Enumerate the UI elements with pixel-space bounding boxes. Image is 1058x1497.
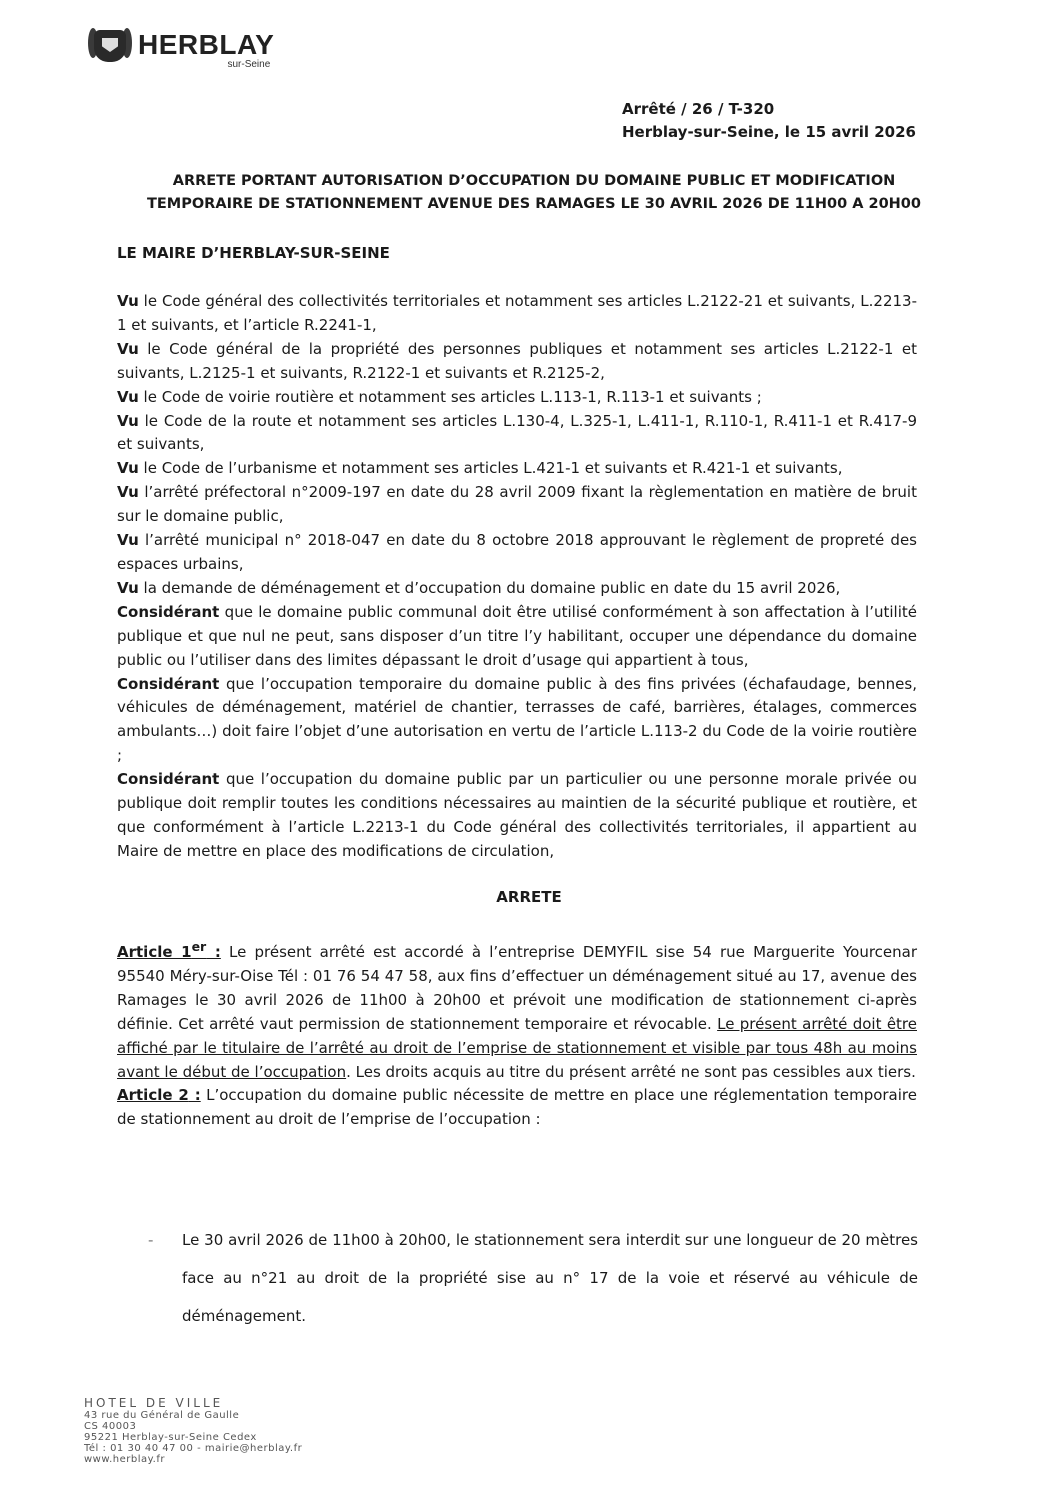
footer-line: 43 rue du Général de Gaulle xyxy=(84,1410,240,1421)
reference-number: Arrêté / 26 / T-320 xyxy=(622,100,775,118)
logo-name: HERBLAY xyxy=(138,29,275,60)
recital: Vu l’arrêté préfectoral n°2009-197 en date du 28 avril 2009 fixant la règlementation en matière de bruit sur le domaine public, xyxy=(117,483,917,526)
title-line-2: TEMPORAIRE DE STATIONNEMENT AVENUE DES RAMAGES LE 30 AVRIL 2026 DE 11H00 A 20H00 xyxy=(147,196,921,212)
parking-restriction: Le 30 avril 2026 de 11h00 à 20h00, le stationnement sera interdit sur une longueur de 20 mètres face au n°21 au droit de la propriété sise au n° 17 de la voie et réservé au véhicule de déménagement. xyxy=(182,1231,918,1325)
article-2-label: Article 2 : xyxy=(117,1086,201,1105)
recital: Vu le Code de voirie routière et notamment ses articles L.113-1, R.113-1 et suivants ; xyxy=(117,387,762,406)
posting-requirement: Le présent arrêté doit être affiché par le titulaire de l’arrêté au droit de l’emprise de stationnement et visible par tous 48h au moins avant le début de l’occupation xyxy=(117,1014,917,1081)
coat-of-arms-icon xyxy=(88,26,132,64)
recital: Vu la demande de déménagement et d’occupation du domaine public en date du 15 avril 2026, xyxy=(117,578,841,597)
recital: Vu le Code de la route et notamment ses articles L.130-4, L.325-1, L.411-1, R.110-1, R.411-1 et R.417-9 et suivants, xyxy=(117,411,917,454)
recital: Considérant que le domaine public communal doit être utilisé conformément à son affectation à l’utilité publique et que nul ne peut, sans disposer d’un titre l’y habilitant, occuper une dépendance du domaine public ou l’utiliser dans des limites dépassant le droit d’usage qui appartient à tous, xyxy=(117,602,917,669)
article-2: Article 2 : L’occupation du domaine public nécessite de mettre en place une réglementation temporaire de stationnement au droit de l’emprise de l’occupation : xyxy=(117,1086,917,1129)
list-item xyxy=(148,1221,918,1335)
articles xyxy=(117,935,917,1132)
place-date: Herblay-sur-Seine, le 15 avril 2026 xyxy=(622,123,916,141)
footer-line: CS 40003 xyxy=(84,1421,137,1432)
document-title xyxy=(100,170,968,216)
article-1: Article 1er : Le présent arrêté est accordé à l’entreprise DEMYFIL sise 54 rue Marguerite Yourcenar 95540 Méry-sur-Oise Tél : 01 76 54 47 58, aux fins d’effectuer un déménagement situé au 17, avenue des Ramages le 30 avril 2026 de 11h00 à 20h00 et prévoit une modification de stationnement ci-après définie. Cet arrêté vaut permission de stationnement temporaire et révocable. Le présent arrêté doit être affiché par le titulaire de l’arrêté au droit de l’emprise de stationnement et visible par tous 48h au moins avant le début de l’occupation. Les droits acquis au titre du présent arrêté ne sont pas cessibles aux tiers. xyxy=(117,939,917,1081)
footer-line: 95221 Herblay-sur-Seine Cedex xyxy=(84,1432,257,1443)
reference-block xyxy=(622,98,916,144)
footer-website: www.herblay.fr xyxy=(84,1454,165,1465)
recital: Vu le Code général de la propriété des personnes publiques et notamment ses articles L.2122-1 et suivants, L.2125-1 et suivants, R.2122-1 et suivants et R.2125-2, xyxy=(117,339,917,382)
recital: Considérant que l’occupation du domaine public par un particulier ou une personne morale privée ou publique doit remplir toutes les conditions nécessaires au maintien de la sécurité publique et routière, et que conformément à l’article L.2213-1 du Code général des collectivités territoriales, il appartient au Maire de mettre en place des modifications de circulation, xyxy=(117,770,917,860)
footer-line: Tél : 01 30 40 47 00 - mairie@herblay.fr xyxy=(84,1443,303,1454)
city-logo xyxy=(88,26,275,70)
recital: Vu l’arrêté municipal n° 2018-047 en date du 8 octobre 2018 approuvant le règlement de propreté des espaces urbains, xyxy=(117,531,917,573)
recital: Considérant que l’occupation temporaire du domaine public à des fins privées (échafaudage, bennes, véhicules de déménagement, matériel de chantier, terrasses de café, barrières, étalages, commerces ambulants…) doit faire l’objet d’une autorisation en vertu de l’article L.113-2 du Code de la voirie routière ; xyxy=(117,674,917,765)
article-1-label: Article 1er : xyxy=(117,939,221,961)
logo-subtitle: sur-Seine xyxy=(227,59,271,70)
recital: Vu le Code de l’urbanisme et notamment ses articles L.421-1 et suivants et R.421-1 et suivants, xyxy=(117,459,843,478)
bullet-dash: - xyxy=(148,1231,154,1249)
title-line-1: ARRETE PORTANT AUTORISATION D’OCCUPATION DU DOMAINE PUBLIC ET MODIFICATION xyxy=(172,173,896,189)
authority-heading: LE MAIRE D’HERBLAY-SUR-SEINE xyxy=(117,244,390,262)
decree-heading: ARRETE xyxy=(496,888,562,906)
recitals xyxy=(117,290,917,864)
recital: Vu le Code général des collectivités territoriales et notamment ses articles L.2122-21 et suivants, L.2213-1 et suivants, et l’article R.2241-1, xyxy=(117,292,917,334)
footer-address xyxy=(84,1396,302,1465)
footer-heading: HOTEL DE VILLE xyxy=(84,1396,224,1410)
